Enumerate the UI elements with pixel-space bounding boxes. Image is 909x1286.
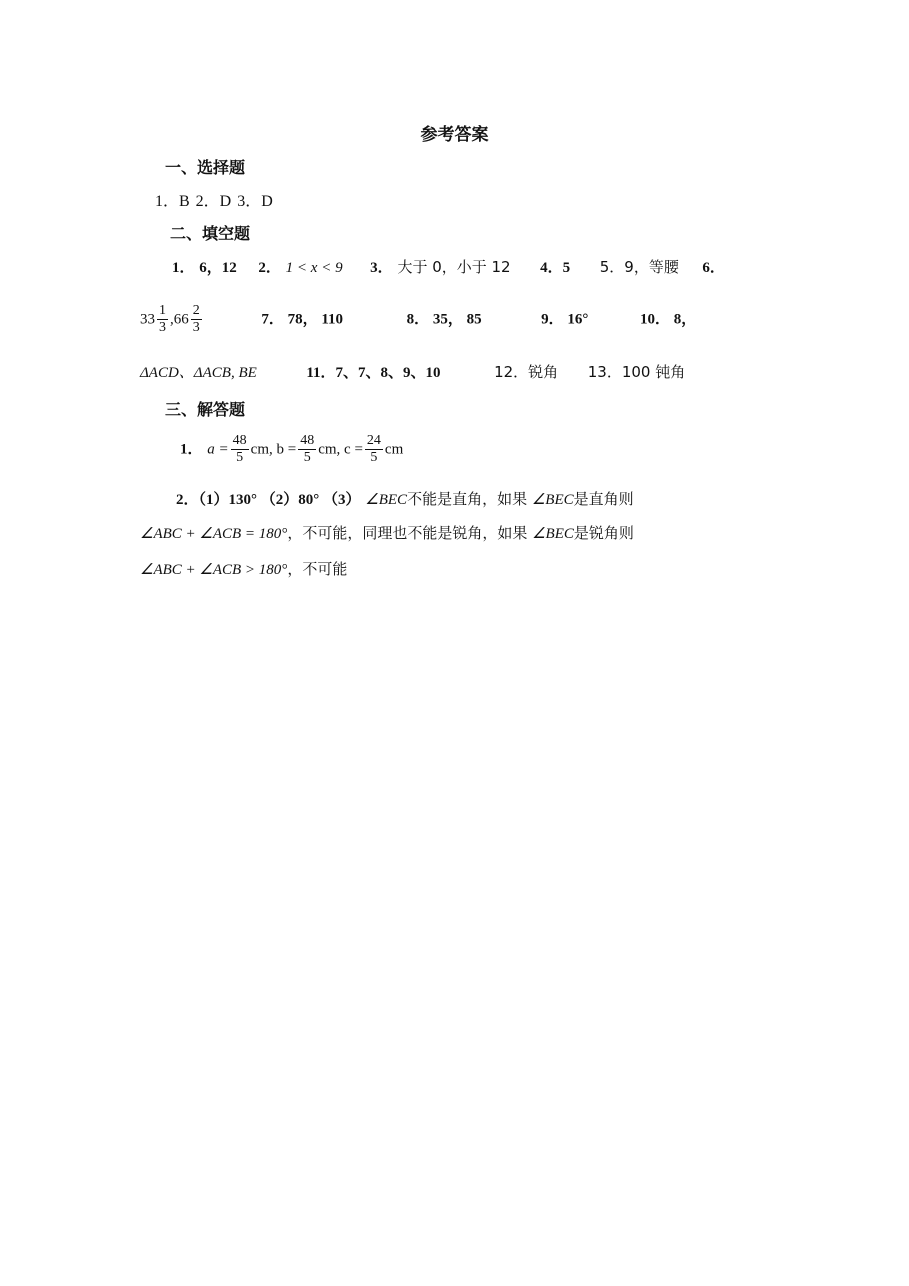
- solve-q2-text-4: 是锐角则: [573, 524, 634, 542]
- solve-line-1: [180, 433, 403, 466]
- solve-q1-c-fraction: $\frac{24}{5}$: [366, 433, 381, 465]
- solve-q2-angle-3: ∠BEC: [532, 526, 574, 542]
- solve-q1-unit: cm: [384, 441, 404, 458]
- fill-q11-answer: 11．7、7、8、9、10: [306, 365, 441, 381]
- fill-q1-answer: 6，12: [199, 260, 237, 276]
- solve-q1-b-label: cm, b =: [250, 441, 297, 458]
- fill-q13-answer: 13．100 钝角: [587, 363, 686, 381]
- choice-answers: 1．B 2．D 3．D: [155, 193, 273, 210]
- fill-q10-answer: ΔACD、ΔACB, BE: [140, 365, 257, 381]
- solve-q1-a-fraction: $\frac{48}{5}$: [232, 433, 247, 465]
- section-choice-heading: 一、选择题: [165, 158, 246, 177]
- fill-q7-answer: 7． 78， 110: [261, 311, 343, 328]
- solve-q1-a-label: a =: [207, 441, 229, 458]
- solve-q1-b-fraction: $\frac{48}{5}$: [300, 433, 315, 465]
- solve-q1-c-label: cm, c =: [318, 441, 363, 458]
- fill-q12-answer: 12．锐角: [494, 363, 559, 381]
- solve-line-4: [140, 558, 347, 579]
- fill-q6-separator: ,66: [170, 311, 189, 328]
- fill-q5-answer: 5．9，等腰: [599, 258, 679, 276]
- solve-q2-text-2: 是直角则: [573, 490, 634, 508]
- solve-q2-angle-2: ∠BEC: [531, 492, 574, 508]
- fill-q6-whole-a: 33: [140, 311, 155, 328]
- section-fill-heading: 二、填空题: [170, 224, 251, 243]
- fill-line-3: [140, 361, 685, 382]
- solve-q1-number: 1．: [180, 441, 203, 458]
- fill-q6-number: 6．: [702, 260, 725, 276]
- solve-q2-equation-2: ∠ABC + ∠ACB > 180°: [140, 562, 288, 578]
- fill-q6-fraction-b: $\frac{2}{3}$: [192, 303, 200, 335]
- fill-q9-answer: 9． 16°: [541, 311, 589, 328]
- fill-q3-answer: 大于 0，小于 12: [397, 258, 511, 276]
- solve-q2-parts: 2．（1）130° （2）80° （3）: [176, 492, 361, 508]
- fill-q10-number: 10． 8，: [639, 311, 697, 328]
- fill-line-1: [172, 256, 725, 277]
- fill-q2-number: 2．: [258, 260, 281, 276]
- solve-q2-angle-1: ∠BEC: [365, 492, 408, 508]
- solve-q2-text-3: ，不可能，同理也不能是锐角，如果: [287, 524, 528, 542]
- solve-q2-text-1: 不能是直角，如果: [407, 490, 528, 508]
- section-solve-heading: 三、解答题: [165, 400, 246, 419]
- fill-q4-answer: 4．5: [540, 260, 571, 276]
- fill-q1-number: 1．: [172, 260, 195, 276]
- solve-line-2: [176, 488, 634, 509]
- solve-line-3: [140, 522, 634, 543]
- fill-q2-answer: 1 < x < 9: [285, 260, 343, 276]
- fill-line-2: [140, 303, 696, 336]
- solve-q2-equation-1: ∠ABC + ∠ACB = 180°: [140, 526, 288, 542]
- solve-q2-text-5: ，不可能: [287, 560, 348, 578]
- fill-q8-answer: 8． 35， 85: [406, 311, 482, 328]
- fill-q3-number: 3．: [370, 260, 393, 276]
- fill-q6-fraction-a: $\frac{1}{3}$: [159, 303, 166, 335]
- page-title: 参考答案: [420, 125, 489, 145]
